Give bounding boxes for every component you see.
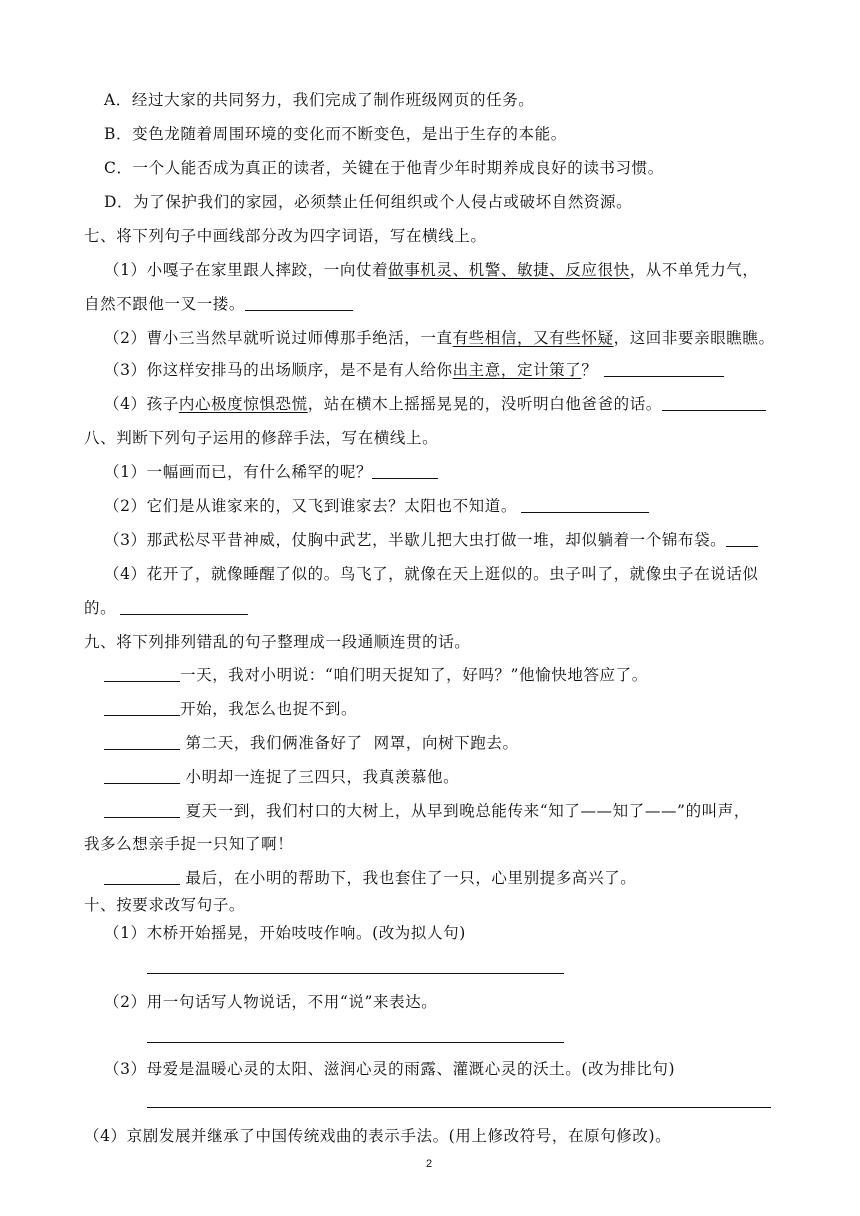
q9-sentence-5 — [104, 801, 750, 821]
option-b: B．变色龙随着周围环境的变化而不断变色，是出于生存的本能。 — [104, 125, 567, 143]
option-a: A．经过大家的共同努力，我们完成了制作班级网页的任务。 — [104, 91, 535, 109]
answer-blank[interactable] — [726, 530, 758, 547]
answer-blank[interactable] — [120, 598, 248, 615]
q9-s3-text: 第二天，我们俩准备好了 网罩，向树下跑去。 — [180, 734, 519, 752]
order-blank[interactable] — [104, 733, 180, 750]
q7-s1-tail: ，从不单凭力气， — [629, 261, 759, 279]
section-7-title: 七、将下列句子中画线部分改为四字词语，写在横线上。 — [84, 227, 487, 245]
q7-s4-tail: ，站在横木上摇摇晃晃的，没听明白他爸爸的话。 — [307, 395, 662, 413]
q7-s1-cont-text: 自然不跟他一叉一搂。 — [84, 295, 246, 313]
answer-blank[interactable] — [604, 360, 724, 377]
page-number: 2 — [426, 1158, 433, 1170]
q7-sentence-1 — [104, 260, 759, 280]
q7-s2-text: （2）曹小三当然早就听说过师傅那手绝活，一直 — [104, 329, 453, 347]
q7-s3-text: （3）你这样安排马的出场顺序，是不是有人给你 — [104, 361, 453, 379]
q7-s3-underlined: 出主意，定计策了 — [452, 361, 582, 379]
q9-s5-text: 夏天一到，我们村口的大树上，从早到晚总能传来“知了——知了——”的叫声， — [180, 802, 750, 820]
q8-sentence-4: （4）花开了，就像睡醒了似的。鸟飞了，就像在天上逛似的。虫子叫了，就像虫子在说话似 — [104, 565, 759, 583]
q9-sentence-5-cont: 我多么想亲手捉一只知了啊！ — [84, 835, 294, 853]
q9-sentence-4 — [104, 767, 459, 787]
q9-s1-text: 一天，我对小明说：“咱们明天捉知了，好吗？”他愉快地答应了。 — [180, 666, 648, 684]
q9-s2-text: 开始，我怎么也捉不到。 — [180, 700, 358, 718]
q10-sentence-2: （2）用一句话写人物说话，不用“说”来表达。 — [104, 993, 438, 1011]
order-blank[interactable] — [104, 699, 180, 716]
q9-sentence-3 — [104, 733, 519, 753]
answer-line[interactable] — [147, 1107, 771, 1108]
q7-s2-tail: ，这回非要亲眼瞧瞧。 — [613, 329, 775, 347]
section-10-title: 十、按要求改写句子。 — [84, 896, 246, 914]
q7-s4-underlined: 内心极度惊惧恐慌 — [178, 395, 308, 413]
q8-s3-text: （3）那武松尽平昔神威，仗胸中武艺，半歇儿把大虫打做一堆，却似躺着一个锦布袋。 — [104, 531, 727, 549]
q8-s1-text: （1）一幅画而已，有什么稀罕的呢？ — [104, 463, 373, 481]
option-d: D．为了保护我们的家园，必须禁止任何组织或个人侵占或破坏自然资源。 — [104, 193, 633, 211]
order-blank[interactable] — [104, 767, 180, 784]
q8-s4-cont-text: 的。 — [84, 599, 117, 617]
q10-sentence-3: （3）母爱是温暖心灵的太阳、滋润心灵的雨露、灌溉心灵的沃土。(改为排比句) — [104, 1060, 676, 1078]
answer-blank[interactable] — [521, 496, 649, 513]
q7-s1-text: （1）小嘎子在家里跟人摔跤，一向仗着 — [104, 261, 389, 279]
q7-sentence-1-cont — [84, 294, 353, 314]
q10-sentence-1: （1）木桥开始摇晃，开始吱吱作响。(改为拟人句) — [104, 924, 466, 942]
q10-sentence-4: （4）京剧发展并继承了中国传统戏曲的表示手法。(用上修改符号，在原句修改)。 — [84, 1127, 672, 1145]
q7-sentence-4 — [104, 394, 766, 414]
q8-sentence-2 — [104, 496, 649, 516]
q9-sentence-6 — [104, 868, 636, 888]
q9-s6-text: 最后，在小明的帮助下，我也套住了一只，心里别提多高兴了。 — [180, 869, 637, 887]
section-9-title: 九、将下列排列错乱的句子整理成一段通顺连贯的话。 — [84, 633, 471, 651]
order-blank[interactable] — [104, 665, 180, 682]
answer-blank[interactable] — [372, 462, 438, 479]
q7-sentence-2 — [104, 328, 775, 348]
q8-sentence-4-cont — [84, 598, 248, 618]
order-blank[interactable] — [104, 801, 180, 818]
q7-s4-text: （4）孩子 — [104, 395, 179, 413]
q7-s2-underlined: 有些相信，又有些怀疑 — [452, 329, 614, 347]
q9-s4-text: 小明却一连捉了三四只，我真羡慕他。 — [180, 768, 460, 786]
q8-sentence-3 — [104, 530, 758, 550]
q9-sentence-2 — [104, 699, 357, 719]
q8-s2-text: （2）它们是从谁家来的，又飞到谁家去？太阳也不知道。 — [104, 497, 517, 515]
q7-s3-tail: ？ — [581, 361, 598, 379]
option-c: C．一个人能否成为真正的读者，关键在于他青少年时期养成良好的读书习惯。 — [104, 159, 664, 177]
q8-sentence-1 — [104, 462, 438, 482]
q7-sentence-3 — [104, 360, 724, 380]
q7-s1-underlined: 做事机灵、机警、敏捷、反应很快 — [388, 261, 630, 279]
answer-blank[interactable] — [662, 394, 766, 411]
section-8-title: 八、判断下列句子运用的修辞手法，写在横线上。 — [84, 429, 439, 447]
answer-line[interactable] — [147, 1042, 564, 1043]
order-blank[interactable] — [104, 868, 180, 885]
q9-sentence-1 — [104, 665, 648, 685]
answer-line[interactable] — [147, 973, 564, 974]
answer-blank[interactable] — [245, 294, 353, 311]
